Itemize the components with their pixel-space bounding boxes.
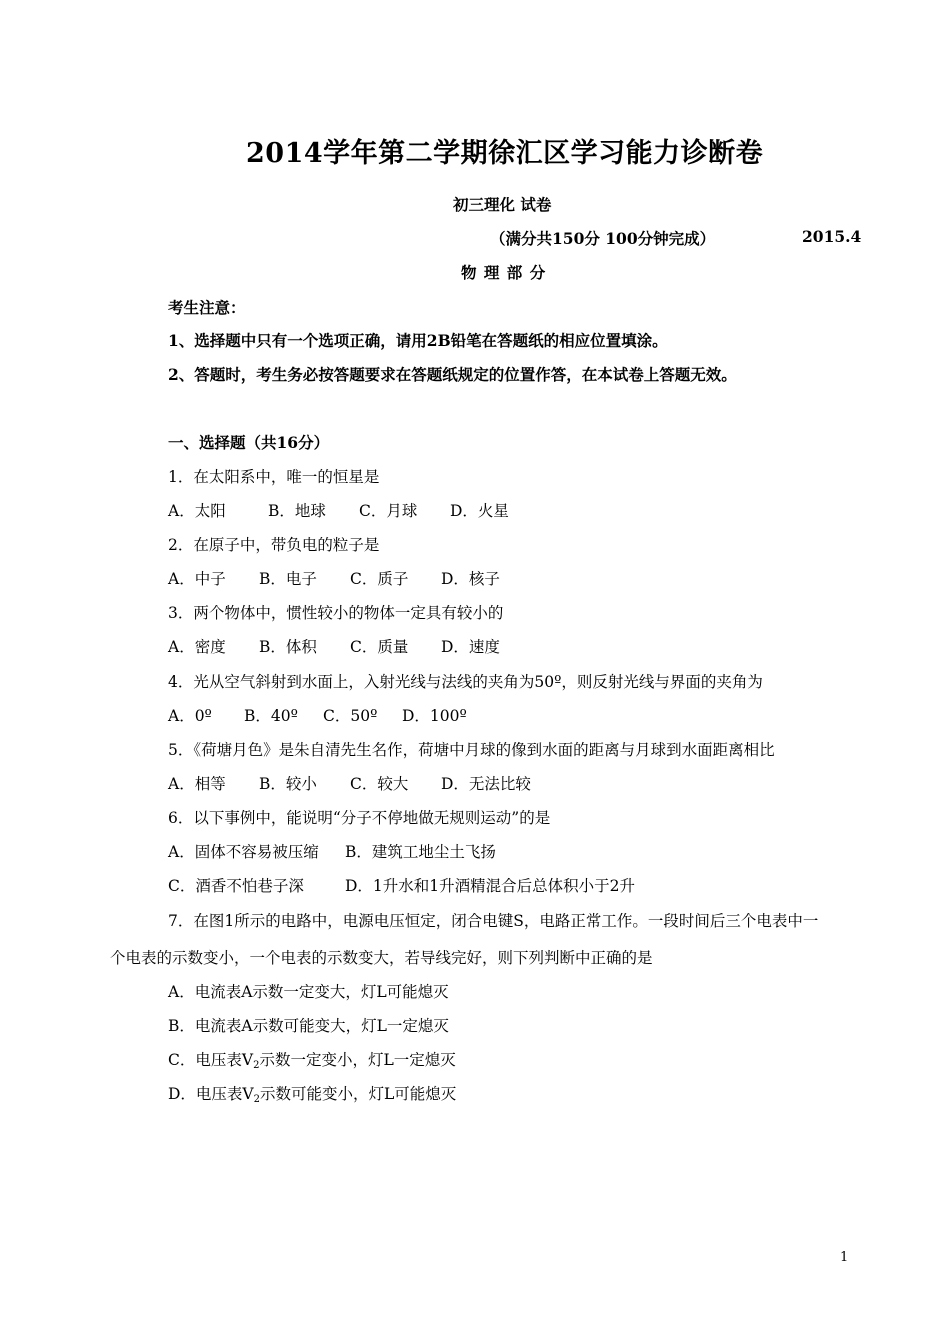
note-item: 1、选择题中只有一个选项正确，请用2B铅笔在答题纸的相应位置填涂。 (168, 331, 668, 350)
q5-option-b: B．较小 (259, 775, 317, 793)
q2-option-c: C．质子 (350, 570, 409, 588)
score-info: （满分共150分 100分钟完成） (490, 229, 716, 248)
q1-option-a: A．太阳 (168, 502, 226, 520)
q1-option-d: D．火星 (450, 502, 509, 520)
q5-option-c: C．较大 (350, 775, 409, 793)
q6-option-c: C．酒香不怕巷子深 (168, 877, 304, 895)
page-number: 1 (840, 1250, 849, 1265)
q4-option-d: D．100º (402, 707, 467, 725)
q4-option-b: B．40º (244, 707, 298, 725)
q3-option-a: A．密度 (168, 638, 226, 656)
part1-heading: 一、选择题（共16分） (168, 433, 330, 452)
note-item: 2、答题时，考生务必按答题要求在答题纸规定的位置作答，在本试卷上答题无效。 (168, 365, 737, 384)
question-7-stem-line1: 7．在图1所示的电路中，电源电压恒定，闭合电键S，电路正常工作。一段时间后三个电表中一 (168, 912, 819, 930)
q3-option-b: B．体积 (259, 638, 317, 656)
q4-option-a: A．0º (168, 707, 212, 725)
q5-option-a: A．相等 (168, 775, 226, 793)
q2-option-a: A．中子 (168, 570, 226, 588)
q7-option-a: A．电流表A示数一定变大，灯L可能熄灭 (168, 983, 449, 1001)
q6-option-d: D．1升水和1升酒精混合后总体积小于2升 (345, 877, 636, 895)
question-1-stem: 1．在太阳系中，唯一的恒星是 (168, 468, 380, 486)
q1-option-b: B．地球 (268, 502, 326, 520)
q3-option-d: D．速度 (441, 638, 500, 656)
question-5-options (168, 772, 531, 794)
question-4-stem: 4．光从空气斜射到水面上，入射光线与法线的夹角为50º，则反射光线与界面的夹角为 (168, 673, 763, 691)
question-3-options (168, 635, 500, 657)
question-7-stem-line2: 个电表的示数变小，一个电表的示数变大，若导线完好，则下列判断中正确的是 (110, 949, 653, 967)
question-6-options-ab (168, 840, 496, 862)
q1-option-c: C．月球 (359, 502, 418, 520)
question-6-stem: 6．以下事例中，能说明“分子不停地做无规则运动”的是 (168, 809, 551, 827)
q7-option-b: B．电流表A示数可能变大，灯L一定熄灭 (168, 1017, 449, 1035)
notes-heading: 考生注意： (168, 298, 246, 317)
question-4-options (168, 704, 467, 726)
q7-option-c: C．电压表$V_2$示数一定变小，灯L一定熄灭 (168, 1051, 456, 1071)
question-5-stem: 5．《荷塘月色》是朱自清先生名作，荷塘中月球的像到水面的距离与月球到水面距离相比 (168, 741, 775, 759)
q6-option-b: B．建筑工地尘土飞扬 (345, 843, 496, 861)
question-6-options-cd (168, 874, 635, 896)
section-title: 物 理 部 分 (461, 263, 547, 282)
exam-title: 2014学年第二学期徐汇区学习能力诊断卷 (246, 138, 764, 169)
q4-option-c: C．50º (323, 707, 378, 725)
question-3-stem: 3．两个物体中，惯性较小的物体一定具有较小的 (168, 604, 504, 622)
q5-option-d: D．无法比较 (441, 775, 531, 793)
q2-option-b: B．电子 (259, 570, 317, 588)
exam-subject: 初三理化 试卷 (453, 195, 552, 214)
question-1-options (168, 499, 509, 521)
exam-date: 2015.4 (802, 227, 862, 246)
question-2-stem: 2．在原子中，带负电的粒子是 (168, 536, 380, 554)
question-2-options (168, 567, 500, 589)
q7-option-d: D．电压表$V_2$示数可能变小，灯L可能熄灭 (168, 1085, 457, 1105)
q6-option-a: A．固体不容易被压缩 (168, 843, 319, 861)
q3-option-c: C．质量 (350, 638, 409, 656)
q2-option-d: D．核子 (441, 570, 500, 588)
